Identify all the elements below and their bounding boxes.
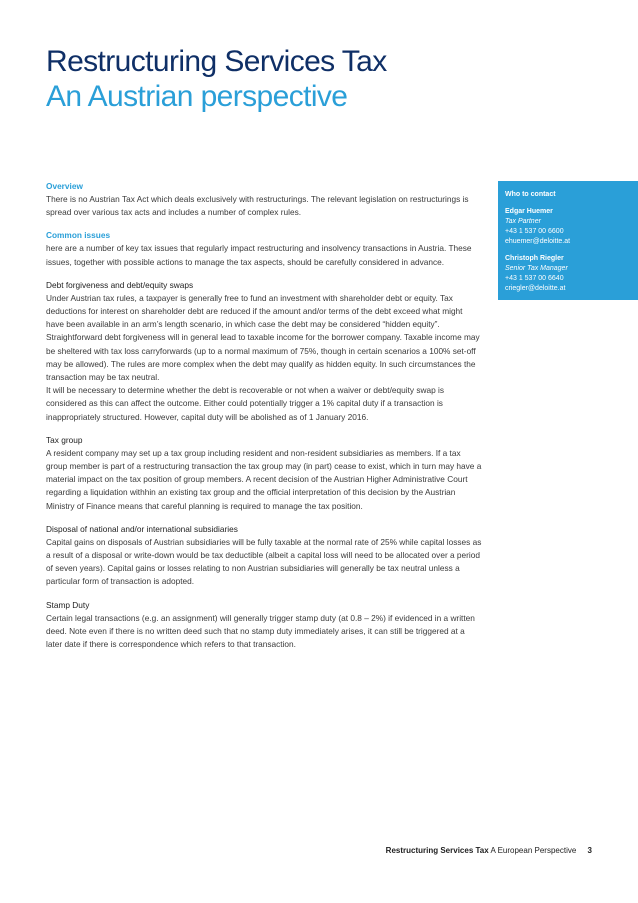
contact-heading: Who to contact <box>505 191 556 198</box>
section-heading: Common issues <box>46 230 111 241</box>
contact-role: Tax Partner <box>505 218 541 225</box>
main-content <box>46 180 482 661</box>
contact-email-link[interactable]: ehuemer@deloitte.at <box>505 238 571 245</box>
section-heading: Stamp Duty <box>46 599 90 610</box>
contact-box <box>498 181 638 300</box>
section-stamp-duty <box>46 599 482 652</box>
paragraph: Capital gains on disposals of Austrian subsidiaries will be fully taxable at the normal rate of 25% while capital losses as a result of a disposal or write-down would be tax deductible (albeit a capital loss will need to be allocated over a period of seven years). Capital gains or losses relating to non Austrian subsidiaries will generally be tax neutral unless a particular form of transaction is adopted. <box>46 536 482 587</box>
paragraph: It will be necessary to determine whether the debt is recoverable or not when a waiver or debt/equity swap is considered as this can affect the outcome. Either could potentially trigger a 1% capital duty if a transaction is inappropriately structured. However, capital duty will be abolished as of 1 January 2016. <box>46 385 444 422</box>
section-overview <box>46 180 482 219</box>
paragraph: here are a number of key tax issues that regularly impact restructuring and insolvency transactions in Austria. These issues, together with possible actions to manage the tax aspects, should be carefully considered in advance. <box>46 243 472 267</box>
section-debt-forgiveness <box>46 279 482 424</box>
title-line-2: An Austrian perspective <box>46 80 348 113</box>
contact-role: Senior Tax Manager <box>505 265 568 272</box>
contact-email-link[interactable]: criegler@deloitte.at <box>505 285 566 292</box>
contact-phone: +43 1 537 00 6640 <box>505 275 564 282</box>
page-title <box>46 44 387 114</box>
title-line-1: Restructuring Services Tax <box>46 45 387 78</box>
paragraph: Straightforward debt forgiveness will in general lead to taxable income for the borrower company. Taxable income may be sheltered with tax loss carryforwards (up to a normal maximum of 75%, though in certain scenarios a 100% set-off may be allowed). The rules are more complex when the debt may qualify as hidden equity. In such circumstances the transaction may be tax neutral. <box>46 332 480 383</box>
paragraph: Under Austrian tax rules, a taxpayer is generally free to fund an investment with shareholder debt or equity. Tax deductions for interest on shareholder debt are reduced if the amount and/or terms of the debt exceed what might have been available in an arm’s length scenario, in which case the debt may be considered “hidden equity”. <box>46 292 463 330</box>
page-footer <box>386 845 592 857</box>
footer-title-rest: A European Perspective <box>490 846 577 855</box>
paragraph: Certain legal transactions (e.g. an assignment) will generally trigger stamp duty (at 0.8 – 2%) if evidenced in a written deed. Note even if there is no written deed such that no stamp duty immediately arises, it can still be triggered at a later date if there is correspondence which refers to that transaction. <box>46 612 475 650</box>
paragraph: A resident company may set up a tax group including resident and non-resident subsidiaries as members. If a tax group member is part of a restructuring transaction the tax group may (in part) cease to exist, which in turn may have a material impact on the tax position of group members. A recent decision of the Austrian Higher Administrative Court regarding a liquidation withhin an existing tax group and the official interpretation of this decision by the Austrian Ministry of Finance means that careful planning is required to manage the tax position. <box>46 447 482 511</box>
section-heading: Tax group <box>46 434 83 445</box>
contact-name: Edgar Huemer <box>505 208 553 215</box>
contact-name: Christoph Riegler <box>505 255 564 262</box>
section-heading: Disposal of national and/or international subsidiaries <box>46 523 238 534</box>
paragraph: There is no Austrian Tax Act which deals exclusively with restructurings. The relevant legislation on restructurings is spread over various tax acts and includes a number of complex rules. <box>46 194 469 218</box>
section-heading: Debt forgiveness and debt/equity swaps <box>46 279 194 290</box>
contact-phone: +43 1 537 00 6600 <box>505 228 564 235</box>
section-common-issues <box>46 229 482 268</box>
section-disposal-subsidiaries <box>46 523 482 589</box>
footer-title-bold: Restructuring Services Tax <box>385 846 489 855</box>
page-number: 3 <box>587 846 592 855</box>
section-tax-group <box>46 434 482 513</box>
section-heading: Overview <box>46 181 83 191</box>
